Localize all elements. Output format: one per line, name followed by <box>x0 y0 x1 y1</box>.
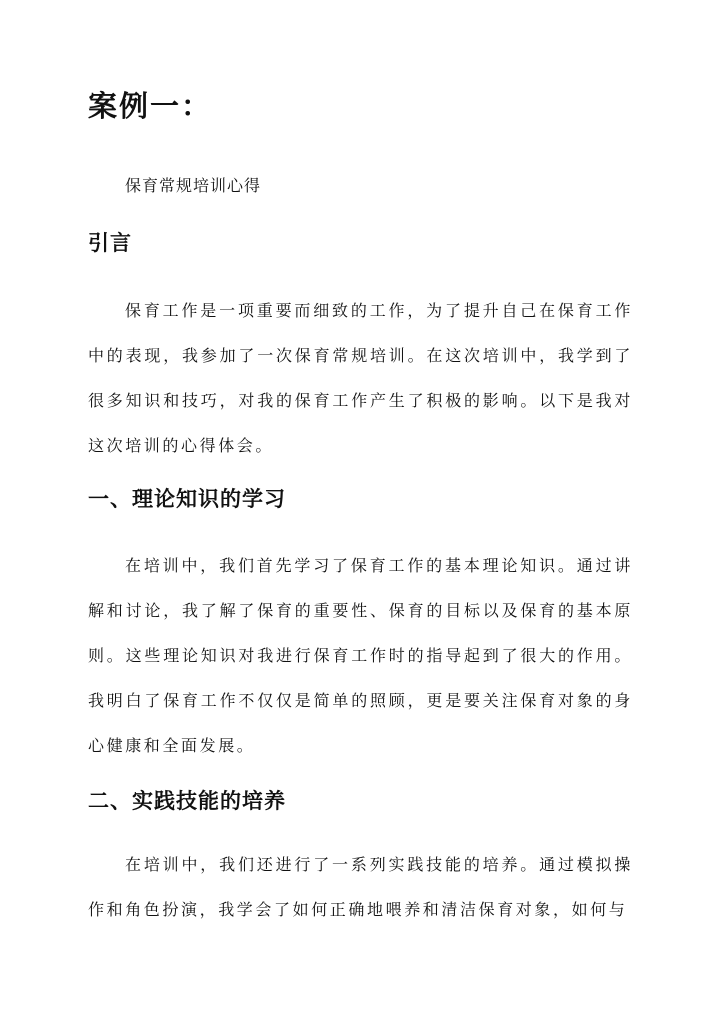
section-paragraph-theory: 在培训中，我们首先学习了保育工作的基本理论知识。通过讲解和讨论，我了解了保育的重要性、保育的目标以及保育的基本原则。这些理论知识对我进行保育工作时的指导起到了很大的作用。我明白了保育工作不仅仅是简单的照顾，更是要关注保育对象的身心健康和全面发展。 <box>88 556 633 755</box>
document-subtitle: 保育常规培训心得 <box>125 176 262 195</box>
section-heading-theory: 一、理论知识的学习 <box>88 486 286 511</box>
section-paragraph-intro: 保育工作是一项重要而细致的工作，为了提升自己在保育工作中的表现，我参加了一次保育常规培训。在这次培训中，我学到了很多知识和技巧，对我的保育工作产生了积极的影响。以下是我对这次培训的心得体会。 <box>88 301 633 455</box>
section-heading-intro: 引言 <box>88 230 132 255</box>
case-title: 案例一： <box>88 89 213 123</box>
section-heading-practice: 二、实践技能的培养 <box>88 788 286 813</box>
section-paragraph-practice: 在培训中，我们还进行了一系列实践技能的培养。通过模拟操作和角色扮演，我学会了如何正确地喂养和清洁保育对象，如何与 <box>88 855 633 919</box>
